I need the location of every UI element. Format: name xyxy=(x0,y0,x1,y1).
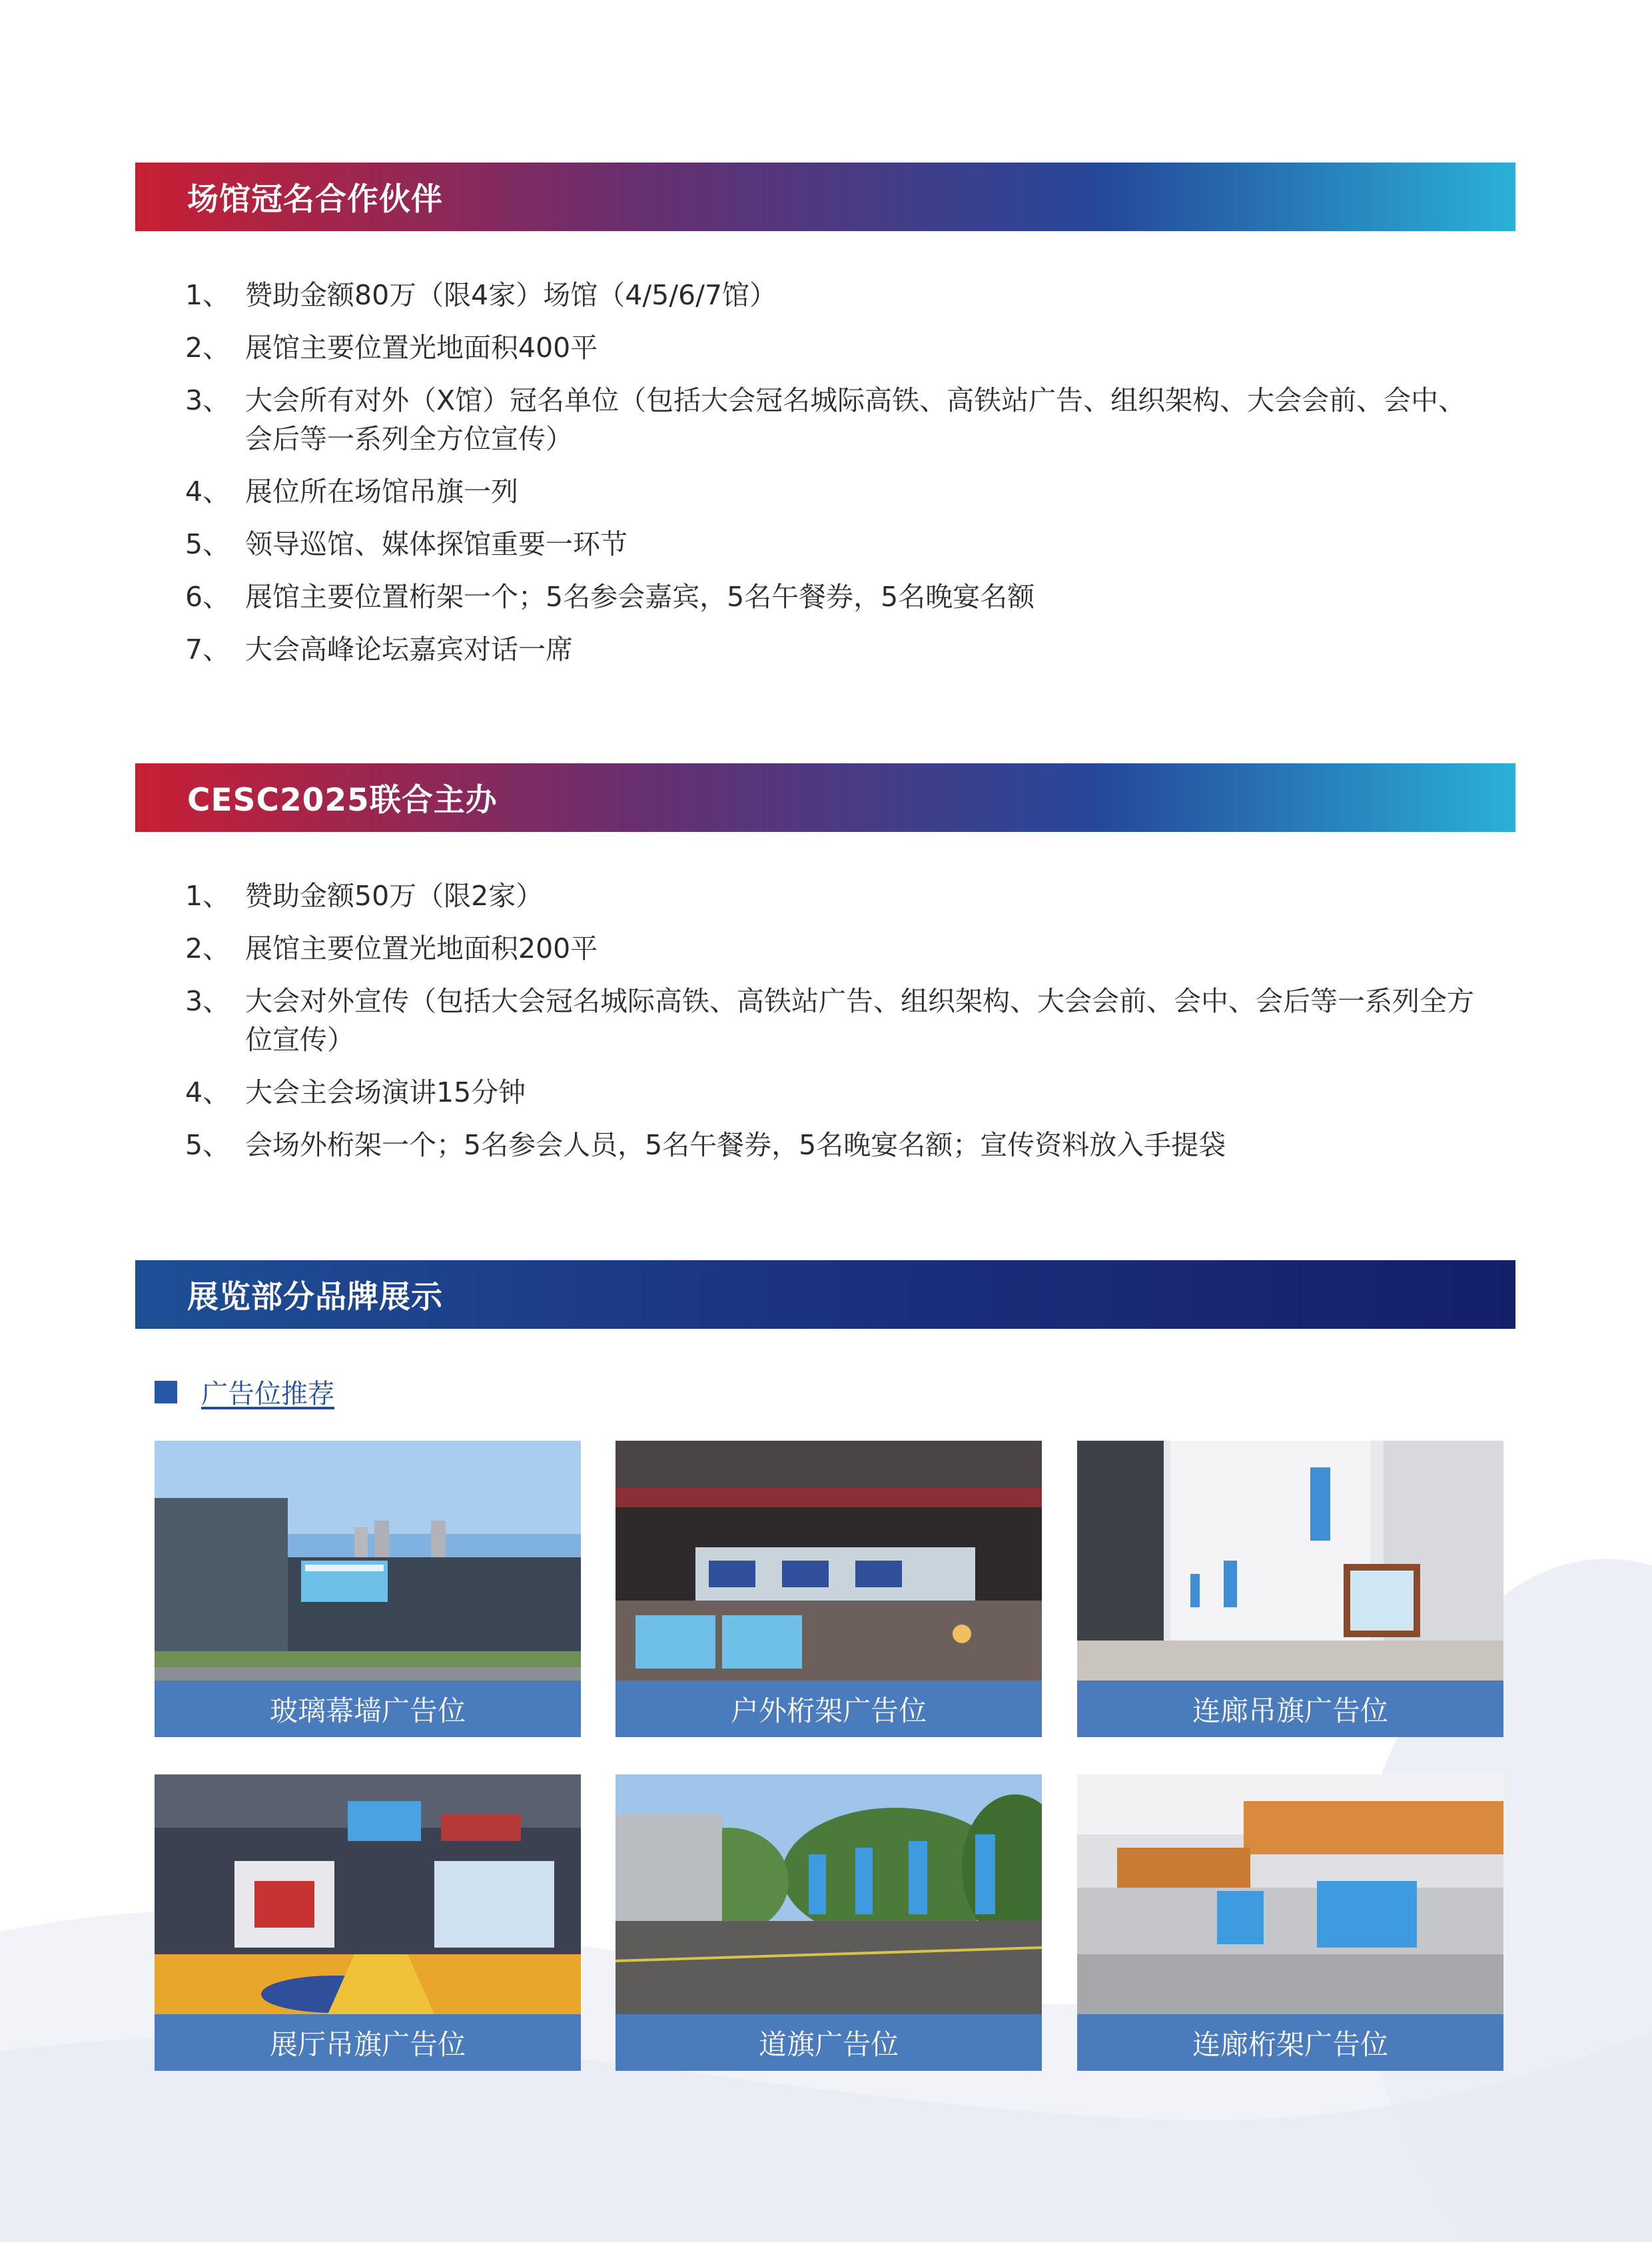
square-bullet-icon xyxy=(155,1381,177,1403)
list-item xyxy=(185,630,1484,669)
venue-naming-benefits-list xyxy=(185,276,1484,683)
item-text: 会场外桁架一个；5名参会人员，5名午餐券，5名晚宴名额；宣传资料放入手提袋 xyxy=(245,1129,1226,1161)
list-item xyxy=(185,929,1484,968)
list-item xyxy=(185,577,1484,616)
item-number: 7、 xyxy=(185,633,230,665)
item-text: 展馆主要位置光地面积200平 xyxy=(245,933,598,964)
item-text: 大会高峰论坛嘉宾对话一席 xyxy=(245,633,573,665)
item-number: 1、 xyxy=(185,880,230,912)
item-text: 展馆主要位置桁架一个；5名参会嘉宾，5名午餐券，5名晚宴名额 xyxy=(245,581,1035,613)
item-number: 4、 xyxy=(185,476,230,508)
list-item xyxy=(185,276,1484,314)
list-item xyxy=(185,982,1484,1059)
ad-recommend-heading xyxy=(155,1373,334,1411)
item-text: 大会主会场演讲15分钟 xyxy=(245,1076,526,1108)
section-title-co-host: CESC2025联合主办 xyxy=(135,763,1515,832)
list-item xyxy=(185,472,1484,511)
ad-card-hall-flag[interactable] xyxy=(155,1774,581,2071)
ad-card-outdoor-truss[interactable] xyxy=(616,1441,1042,1737)
road-flag-photo xyxy=(616,1774,1042,2014)
list-item xyxy=(185,381,1484,458)
list-item xyxy=(185,1073,1484,1112)
outdoor-truss-photo xyxy=(616,1441,1042,1681)
item-text: 展馆主要位置光地面积400平 xyxy=(245,332,598,364)
item-number: 2、 xyxy=(185,332,230,364)
item-text: 赞助金额50万（限2家） xyxy=(245,880,544,912)
item-number: 6、 xyxy=(185,581,230,613)
hall-flag-photo xyxy=(155,1774,581,2014)
section-title-venue-naming: 场馆冠名合作伙伴 xyxy=(135,163,1515,231)
card-caption: 连廊桁架广告位 xyxy=(1077,2014,1503,2071)
item-text: 领导巡馆、媒体探馆重要一环节 xyxy=(245,528,627,560)
list-item xyxy=(185,877,1484,915)
list-item xyxy=(185,525,1484,563)
item-number: 4、 xyxy=(185,1076,230,1108)
ad-card-glass-wall[interactable] xyxy=(155,1441,581,1737)
card-caption: 道旗广告位 xyxy=(616,2014,1042,2071)
ad-recommend-link[interactable]: 广告位推荐 xyxy=(201,1379,334,1409)
ad-card-corridor-truss[interactable] xyxy=(1077,1774,1503,2071)
card-caption: 展厅吊旗广告位 xyxy=(155,2014,581,2071)
ad-card-road-flag[interactable] xyxy=(616,1774,1042,2071)
card-caption: 户外桁架广告位 xyxy=(616,1681,1042,1737)
co-host-benefits-list xyxy=(185,877,1484,1178)
list-item xyxy=(185,1126,1484,1164)
item-number: 3、 xyxy=(185,985,230,1017)
corridor-truss-photo xyxy=(1077,1774,1503,2014)
card-caption: 玻璃幕墙广告位 xyxy=(155,1681,581,1737)
glass-wall-photo xyxy=(155,1441,581,1681)
corridor-flag-photo xyxy=(1077,1441,1503,1681)
item-number: 2、 xyxy=(185,933,230,964)
item-number: 1、 xyxy=(185,279,230,311)
ad-card-corridor-flag[interactable] xyxy=(1077,1441,1503,1737)
item-number: 5、 xyxy=(185,528,230,560)
item-text: 展位所在场馆吊旗一列 xyxy=(245,476,518,508)
card-caption: 连廊吊旗广告位 xyxy=(1077,1681,1503,1737)
section-title-brand-showcase: 展览部分品牌展示 xyxy=(135,1260,1515,1329)
item-number: 3、 xyxy=(185,384,230,416)
item-text: 大会所有对外（X馆）冠名单位（包括大会冠名城际高铁、高铁站广告、组织架构、大会会前、会中、会后等一系列全方位宣传） xyxy=(245,384,1466,455)
item-text: 大会对外宣传（包括大会冠名城际高铁、高铁站广告、组织架构、大会会前、会中、会后等一系列全方位宣传） xyxy=(245,985,1474,1056)
item-text: 赞助金额80万（限4家）场馆（4/5/6/7馆） xyxy=(245,279,777,311)
item-number: 5、 xyxy=(185,1129,230,1161)
list-item xyxy=(185,328,1484,367)
